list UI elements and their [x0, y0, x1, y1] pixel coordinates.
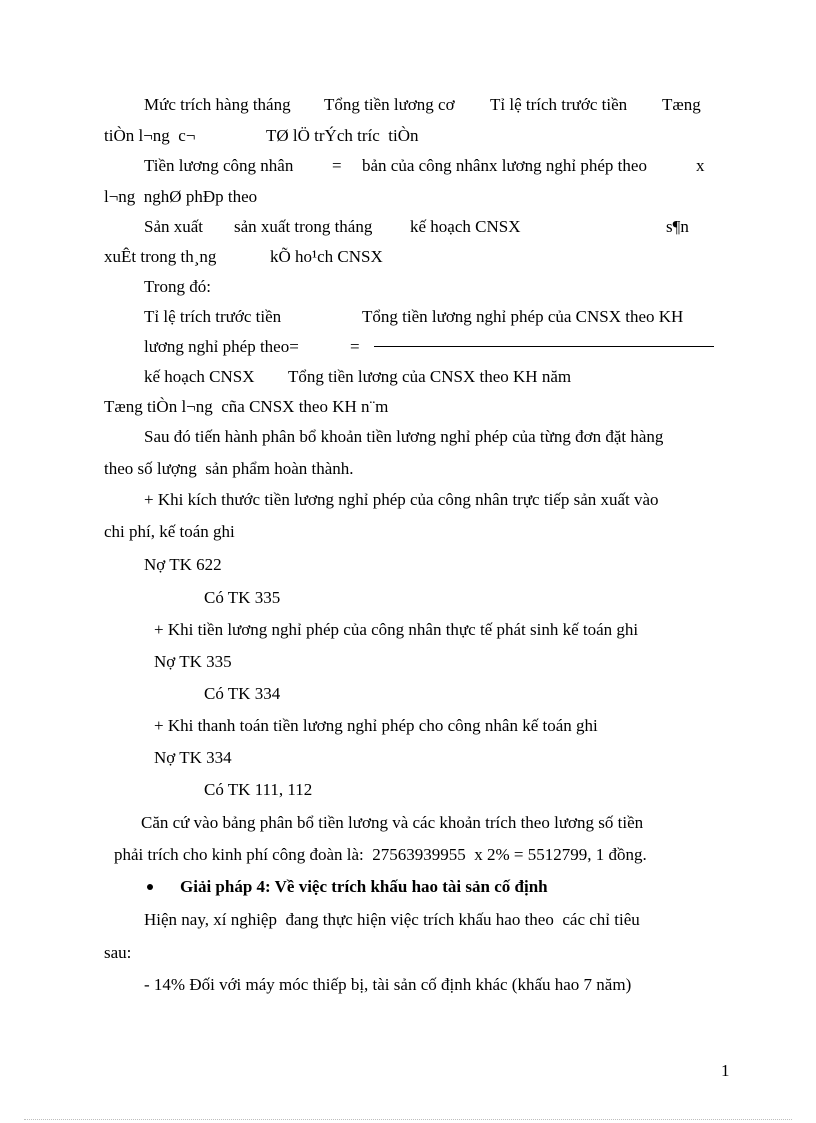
paragraph-line: + Khi thanh toán tiền lương nghỉ phép cho công nhân kế toán ghi	[154, 716, 598, 735]
paragraph-line: Căn cứ vào bảng phân bổ tiền lương và các khoản trích theo lương số tiền	[141, 813, 644, 832]
paragraph-line: Sau đó tiến hành phân bổ khoản tiền lương nghỉ phép của từng đơn đặt hàng	[144, 427, 664, 446]
text-line: bản của công nhânx lương nghỉ phép theo	[362, 156, 647, 175]
paragraph-line: phải trích cho kinh phí công đoàn là: 27563939955 x 2% = 5512799, 1 đồng.	[114, 845, 647, 864]
paragraph-line: theo số lượng sản phẩm hoàn thành.	[104, 459, 354, 478]
text-line: Tổng tiền lương cơ	[324, 95, 455, 114]
text-line: Tæng tiÒn l¬ng cña CNSX theo KH n¨m	[104, 397, 389, 416]
text-line: =	[350, 337, 360, 356]
journal-entry: Có TK 335	[204, 588, 281, 607]
text-line: Tiền lương công nhân	[144, 156, 294, 175]
text-line: Sản xuất	[144, 217, 204, 236]
text-line: sản xuất trong tháng	[234, 217, 373, 236]
fraction-bar	[374, 346, 714, 347]
text-line: Tỉ lệ trích trước tiền	[144, 307, 282, 326]
text-line: kế hoạch CNSX	[144, 367, 255, 386]
bullet-icon	[147, 884, 153, 890]
paragraph-line: Hiện nay, xí nghiệp đang thực hiện việc trích khấu hao theo các chỉ tiêu	[144, 910, 640, 929]
journal-entry: Nợ TK 335	[154, 652, 232, 671]
page-number: 1	[721, 1061, 730, 1080]
text-line: lương nghỉ phép theo=	[144, 337, 299, 356]
text-line: s¶n	[666, 217, 689, 236]
text-line: Mức trích hàng tháng	[144, 95, 291, 114]
paragraph-line: - 14% Đối với máy móc thiếp bị, tài sản cố định khác (khấu hao 7 năm)	[144, 975, 632, 994]
paragraph-line: + Khi kích thước tiền lương nghỉ phép của công nhân trực tiếp sản xuất vào	[144, 490, 659, 509]
journal-entry: Có TK 111, 112	[204, 780, 313, 799]
paragraph-line: chi phí, kế toán ghi	[104, 522, 235, 541]
text-line: tiÒn l¬ng c¬	[104, 126, 196, 145]
text-line: Tỉ lệ trích trước tiền	[490, 95, 628, 114]
paragraph-line: sau:	[104, 943, 132, 962]
text-line: xuÊt trong th¸ng	[104, 247, 217, 266]
text-line: Trong đó:	[144, 277, 211, 296]
paragraph-line: + Khi tiền lương nghỉ phép của công nhân thực tế phát sinh kế toán ghi	[154, 620, 639, 639]
text-line: =	[332, 156, 342, 175]
text-line: Tæng	[662, 95, 701, 114]
section-heading: Giải pháp 4: Về việc trích khấu hao tài sản cố định	[180, 877, 548, 896]
text-line: x	[696, 156, 705, 175]
journal-entry: Có TK 334	[204, 684, 281, 703]
text-line: kÕ ho¹ch CNSX	[270, 247, 383, 266]
text-line: l¬ng nghØ phÐp theo	[104, 187, 258, 206]
journal-entry: Nợ TK 334	[154, 748, 232, 767]
journal-entry: Nợ TK 622	[144, 555, 222, 574]
page-divider	[24, 1119, 792, 1120]
text-line: TØ lÖ trÝch tríc tiÒn	[266, 126, 419, 145]
text-line: Tổng tiền lương nghỉ phép của CNSX theo KH	[362, 307, 684, 326]
text-line: Tổng tiền lương của CNSX theo KH năm	[288, 367, 572, 386]
text-line: kế hoạch CNSX	[410, 217, 521, 236]
